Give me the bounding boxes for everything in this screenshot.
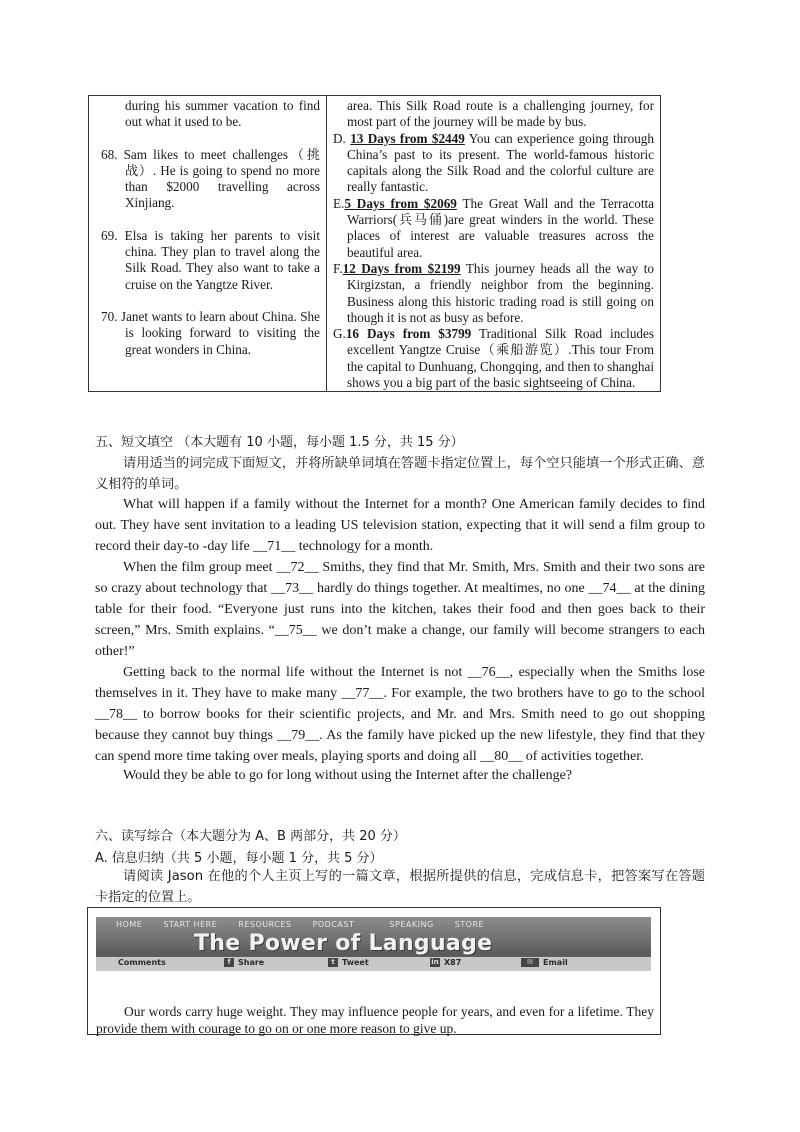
- comments-label: [118, 958, 166, 967]
- linkedin-item: [430, 958, 461, 967]
- tweet-text: Tweet: [342, 958, 369, 967]
- option-price: 16 Days from $3799: [345, 326, 472, 342]
- section-6a-heading: A. 信息归纳（共 5 小题，每小题 1 分，共 5 分）: [95, 851, 383, 866]
- section-6-heading: 六、读写综合（本大题分为 A、B 两部分，共 20 分）: [95, 829, 406, 844]
- section-5-heading: 五、短文填空 （本大题有 10 小题，每小题 1.5 分，共 15 分）: [95, 435, 464, 450]
- passage-paragraph-2: When the film group meet __72__ Smiths, they find that Mr. Smith, Mrs. Smith and their two sons are so crazy about technology that __73__ hardly do things together. At mealtimes, no one __74__ at the dining table for their food. “Everyone just runs into the kitchen, takes their food and then goes back to their screen,” Mrs. Smith explains. “__75__ we don’t make a change, our family will become strangers to each other!”: [95, 560, 705, 659]
- nav-podcast: PODCAST: [312, 920, 355, 929]
- option-price: 13 Days from $2449: [350, 130, 465, 146]
- comments-text: Comments: [118, 958, 166, 967]
- option-letter: E.: [333, 195, 345, 211]
- option-letter: D.: [333, 130, 351, 146]
- email-text: Email: [543, 958, 568, 967]
- option-f: [333, 261, 654, 326]
- share-text: Share: [238, 958, 265, 967]
- options-column: [327, 96, 661, 392]
- passage-paragraph-4: Would they be able to go for long without using the Internet after the challenge?: [123, 768, 573, 783]
- option-g: [333, 326, 654, 391]
- option-text: This journey heads all the way to Kirgizstan, a friendly neighbor from the beginning. Business along this historic trading road is still going on though it is not as busy as before.: [347, 260, 654, 325]
- twitter-icon: t: [328, 958, 338, 967]
- question-69: 69. Elsa is taking her parents to visit china. They plan to travel along the Silk Road. They also want to take a cruise on the Yangtze River.: [101, 227, 320, 292]
- option-e: [333, 196, 654, 261]
- matching-table: [88, 95, 661, 392]
- facebook-icon: f: [224, 958, 234, 967]
- tweet-item: [328, 958, 369, 967]
- section-6a-instruction: 请阅读 Jason 在他的个人主页上写的一篇文章，根据所提供的信息，完成信息卡，把答案写在答题卡指定的位置上。: [95, 869, 705, 905]
- linkedin-count: X87: [444, 958, 462, 967]
- questions-column: [89, 96, 327, 392]
- option-letter: G.: [333, 326, 346, 342]
- share-item: [224, 958, 264, 967]
- option-text: The Great Wall and the Terracotta Warriors(兵马俑)are great winders in the world. These places of interest are valuable treasures across the beautiful area.: [347, 195, 654, 260]
- banner-share-bar: [96, 957, 651, 971]
- option-text: Traditional Silk Road includes excellent Yangtze Cruise（乘船游览）.This tour From the capital to Dunhuang, Chongqing, and then to shanghai shows you a big part of the basic sightseeing of China.: [347, 326, 654, 391]
- blog-banner-image: [96, 917, 651, 971]
- linkedin-icon: in: [431, 958, 439, 966]
- question-68: 68. Sam likes to meet challenges（挑战）. He is going to spend no more than $2000 travelling across Xinjiang.: [101, 146, 320, 211]
- question-70: 70. Janet wants to learn about China. She is looking forward to visiting the great wonders in China.: [101, 308, 320, 357]
- banner-title: The Power of Language: [194, 931, 493, 956]
- passage-paragraph-3: Getting back to the normal life without the Internet is not __76__, especially when the Smiths lose themselves in it. They have to make many __77__. For example, the two brothers have to go to the school __78__ to borrow books for their scientific projects, and Mr. and Mrs. Smith need to go out shopping because they cannot buy things __79__. As the family have picked up the new lifestyle, they find that they can spend more time taking over meals, playing sports and doing all __80__ of activities together.: [95, 665, 705, 764]
- nav-home: HOME: [116, 920, 143, 929]
- banner-nav: [116, 920, 502, 929]
- email-icon: ✉: [521, 958, 539, 967]
- option-d: [333, 131, 654, 196]
- option-price: 12 Days from $2199: [342, 260, 461, 276]
- nav-speaking: SPEAKING: [389, 920, 434, 929]
- article-box: [87, 907, 661, 1035]
- nav-store: STORE: [454, 920, 485, 929]
- passage-paragraph-1: What will happen if a family without the Internet for a month? One American family decides to find out. They have sent invitation to a leading US television station, expecting that it will send a film group to record their day-to -day life __71__ technology for a month.: [95, 497, 705, 554]
- option-c-continuation: area. This Silk Road route is a challenging journey, for most part of the journey will be made by bus.: [347, 98, 654, 130]
- option-letter: F.: [333, 260, 343, 276]
- email-item: [521, 958, 568, 967]
- section-5-instruction: 请用适当的词完成下面短文，并将所缺单词填在答题卡指定位置上，每个空只能填一个形式正确、意义相符的单词。: [95, 456, 705, 492]
- article-text: Our words carry huge weight. They may influence people for years, and even for a lifetime. They provide them with courage to go on or one more reason to give up.: [96, 1004, 654, 1036]
- nav-resources: RESOURCES: [238, 920, 292, 929]
- option-price: 5 Days from $2069: [344, 195, 457, 211]
- question-67-continuation: during his summer vacation to find out what it used to be.: [125, 98, 320, 130]
- option-text: You can experience going through China’s past to its present. The world-famous historic capitals along the Silk Road and the colorful culture are really fantastic.: [347, 130, 654, 195]
- nav-start-here: START HERE: [163, 920, 218, 929]
